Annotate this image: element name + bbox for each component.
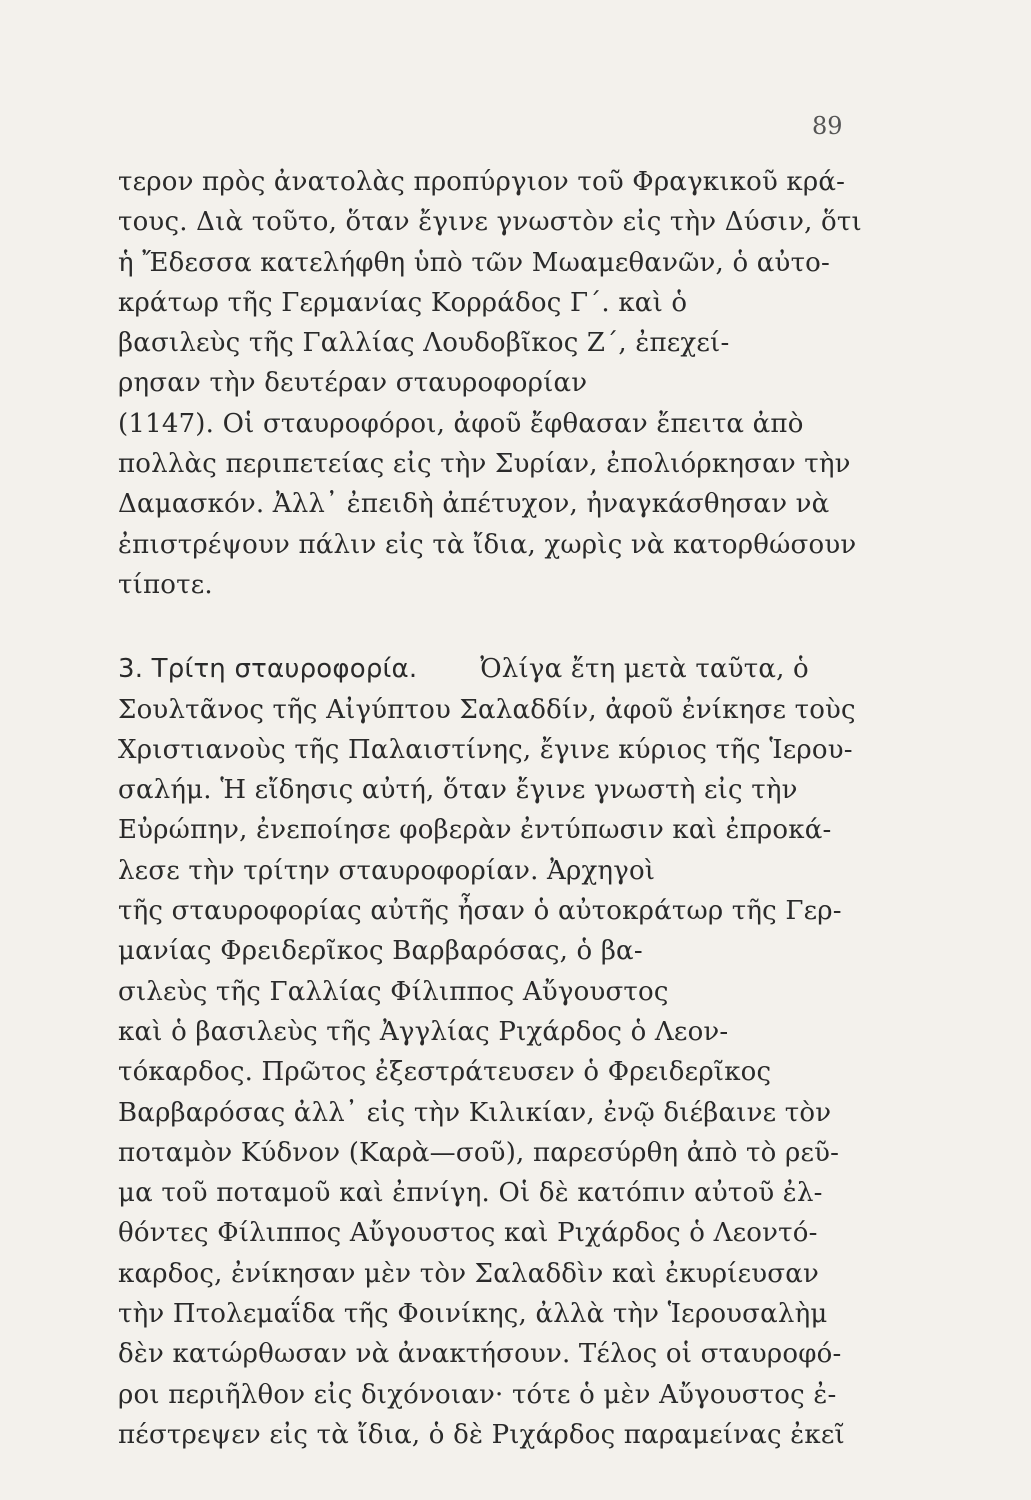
- text-line: πολλὰς περιπετείας εἰς τὴν Συρίαν, ἐπολιόρκησαν τὴν: [118, 449, 851, 480]
- text-line: μανίας Φρειδερῖκος Βαρβαρόσας, ὁ βα-: [118, 936, 643, 967]
- text-line: Βαρβαρόσας ἀλλ᾿ εἰς τὴν Κιλικίαν, ἐνῷ διέβαινε τὸν: [118, 1097, 832, 1128]
- text-line: καὶ ὁ βασιλεὺς τῆς Ἀγγλίας Ριχάρδος ὁ Λεον-: [118, 1016, 729, 1047]
- section-heading-line: [118, 649, 878, 689]
- text-line: Σουλτᾶνος τῆς Αἰγύπτου Σαλαδδίν, ἀφοῦ ἐνίκησε τοὺς: [118, 694, 856, 725]
- page-text: [118, 162, 878, 1455]
- text-line: (1147). Οἱ σταυροφόροι, ἀφοῦ ἔφθασαν ἔπειτα ἀπὸ: [118, 408, 804, 439]
- text-line: τόκαρδος. Πρῶτος ἐξεστράτευσεν ὁ Φρειδερῖκος: [118, 1057, 772, 1088]
- text-line: μα τοῦ ποταμοῦ καὶ ἐπνίγη. Οἱ δὲ κατόπιν αὐτοῦ ἐλ-: [118, 1178, 823, 1209]
- text-line: καρδος, ἐνίκησαν μὲν τὸν Σαλαδδὶν καὶ ἐκυρίευσαν: [118, 1258, 819, 1289]
- section-third-crusade: [118, 649, 878, 1455]
- text-line: τους. Διὰ τοῦτο, ὅταν ἔγινε γνωστὸν εἰς τὴν Δύσιν, ὅτι: [118, 207, 862, 238]
- page-number: 89: [812, 112, 843, 140]
- text-line: ἡ Ἔδεσσα κατελήφθη ὑπὸ τῶν Μωαμεθανῶν, ὁ αὐτο-: [118, 247, 830, 278]
- text-line: δὲν κατώρθωσαν νὰ ἀνακτήσουν. Τέλος οἱ σταυροφό-: [118, 1339, 842, 1370]
- text-line: βασιλεὺς τῆς Γαλλίας Λουδοβῖκος Ζ΄, ἐπεχεί-: [118, 328, 730, 359]
- text-line: σιλεὺς τῆς Γαλλίας Φίλιππος Αὔγουστος: [118, 976, 669, 1007]
- text-line: τῆς σταυροφορίας αὐτῆς ἦσαν ὁ αὐτοκράτωρ τῆς Γερ-: [118, 896, 842, 927]
- text-line: τὴν Πτολεμαΐδα τῆς Φοινίκης, ἀλλὰ τὴν Ἱερουσαλὴμ: [118, 1299, 828, 1330]
- text-line: Χριστιανοὺς τῆς Παλαιστίνης, ἔγινε κύριος τῆς Ἱερου-: [118, 734, 853, 765]
- text-line: πέστρεψεν εἰς τὰ ἴδια, ὁ δὲ Ριχάρδος παραμείνας ἐκεῖ: [118, 1419, 845, 1450]
- text-line: ροι περιῆλθον εἰς διχόνοιαν· τότε ὁ μὲν Αὔγουστος ἐ-: [118, 1379, 837, 1410]
- text-line: Εὐρώπην, ἐνεποίησε φοβερὰν ἐντύπωσιν καὶ ἐπροκά-: [118, 815, 832, 846]
- text-line: λεσε τὴν τρίτην σταυροφορίαν. Ἀρχηγοὶ: [118, 855, 656, 886]
- section-title: 3. Τρίτη σταυροφορία.: [118, 654, 418, 685]
- text-line: σαλήμ. Ἡ εἴδησις αὐτή, ὅταν ἔγινε γνωστὴ εἰς τὴν: [118, 775, 798, 806]
- text-line: θόντες Φίλιππος Αὔγουστος καὶ Ριχάρδος ὁ Λεοντό-: [118, 1218, 818, 1249]
- text-line: ρησαν τὴν δευτέραν σταυροφορίαν: [118, 368, 588, 399]
- text-line: ἐπιστρέψουν πάλιν εἰς τὰ ἴδια, χωρὶς νὰ κατορθώσουν: [118, 529, 857, 560]
- text-line: Δαμασκόν. Ἀλλ᾿ ἐπειδὴ ἀπέτυχον, ἠναγκάσθησαν νὰ: [118, 489, 830, 520]
- text-line: τίποτε.: [118, 569, 213, 600]
- text-line: ποταμὸν Κύδνον (Καρὰ—σοῦ), παρεσύρθη ἀπὸ τὸ ρεῦ-: [118, 1137, 840, 1168]
- text-line: τερον πρὸς ἀνατολὰς προπύργιον τοῦ Φραγκικοῦ κρά-: [118, 167, 846, 197]
- text-line-start: Ὀλίγα ἔτη μετὰ ταῦτα, ὁ: [480, 654, 809, 685]
- text-line: κράτωρ τῆς Γερμανίας Κορράδος Γ΄. καὶ ὁ: [118, 287, 688, 318]
- paragraph-second-crusade: [118, 162, 878, 605]
